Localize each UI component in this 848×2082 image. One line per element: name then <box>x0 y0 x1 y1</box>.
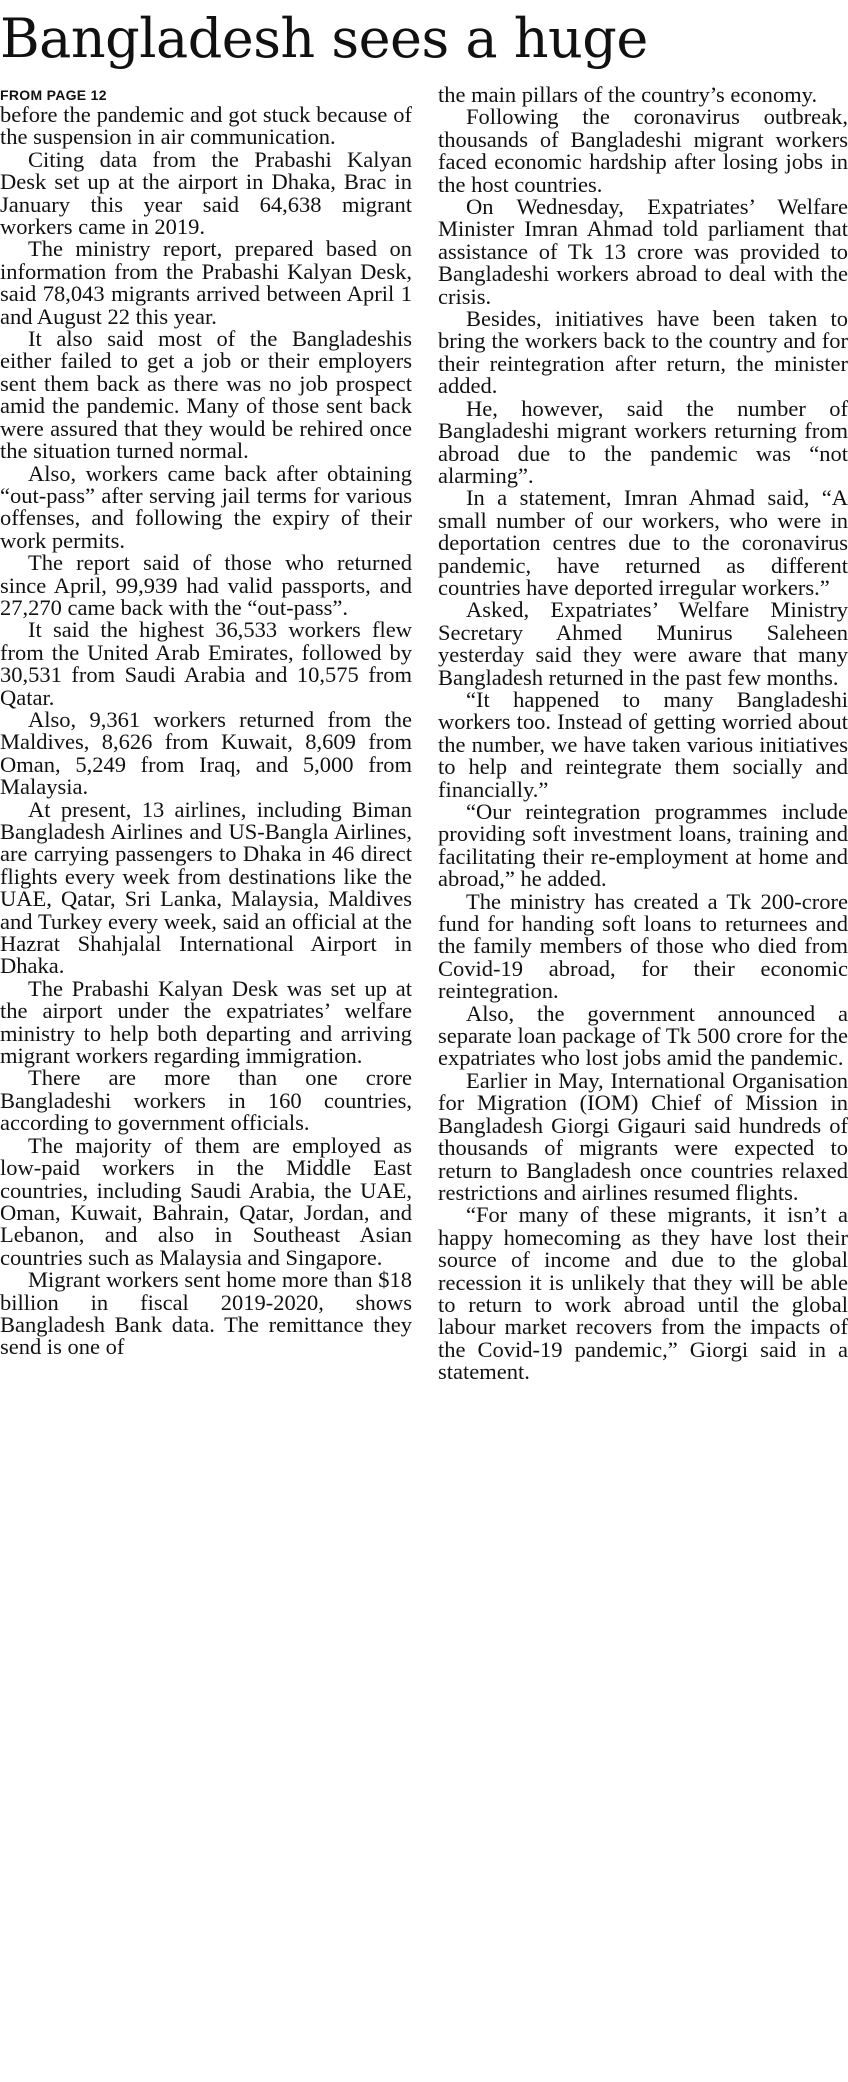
article-column-left <box>0 84 412 1359</box>
article-paragraph: Besides, initiatives have been taken to bring the workers back to the country and for their reintegration after return, the minister added. <box>438 306 848 399</box>
article-column-right <box>438 84 848 1384</box>
article-paragraph: Citing data from the Prabashi Kalyan Desk set up at the airport in Dhaka, Brac in January this year said 64,638 migrant workers came in 2019. <box>0 146 412 240</box>
article-paragraph: the main pillars of the country’s economy. <box>438 82 818 107</box>
article-paragraph: At present, 13 airlines, including Biman Bangladesh Airlines and US-Bangla Airlines, are carrying passengers to Dhaka in 46 direct flights every week from destinations like the UAE, Qatar, Sri Lanka, Malaysia, Maldives and Turkey every week, said an official at the Hazrat Shahjalal International Airport in Dhaka. <box>0 796 412 979</box>
article-paragraph: The ministry report, prepared based on information from the Prabashi Kalyan Desk, said 78,043 migrants arrived between April 1 and August 22 this year. <box>0 236 412 329</box>
article-paragraph: “Our reintegration programmes include providing soft investment loans, training and facilitating their re-employment at home and abroad,” he added. <box>438 799 848 892</box>
article-paragraph: before the pandemic and got stuck because of the suspension in air communication. <box>0 102 412 150</box>
article-paragraph: Also, workers came back after obtaining “out-pass” after serving jail terms for various offenses, and following the expiry of their work permits. <box>0 460 412 553</box>
article-paragraph: Also, 9,361 workers returned from the Maldives, 8,626 from Kuwait, 8,609 from Oman, 5,249 from Iraq, and 5,000 from Malaysia. <box>0 706 412 800</box>
article-paragraph: The Prabashi Kalyan Desk was set up at the airport under the expatriates’ welfare ministry to help both departing and arriving migrant workers regarding immigration. <box>0 975 412 1069</box>
article-paragraph: Asked, Expatriates’ Welfare Ministry Secretary Ahmed Munirus Saleheen yesterday said they were aware that many Bangladesh returned in the past few months. <box>438 597 848 690</box>
headline: Bangladesh sees a huge <box>0 7 648 70</box>
article-paragraph: On Wednesday, Expatriates’ Welfare Minister Imran Ahmad told parliament that assistance of Tk 13 crore was provided to Bangladeshi workers abroad to deal with the crisis. <box>438 194 848 309</box>
article-paragraph: The majority of them are employed as low-paid workers in the Middle East countries, including Saudi Arabia, the UAE, Oman, Kuwait, Bahrain, Qatar, Jordan, and Lebanon, and also in Southeast Asian countries such as Malaysia and Singapore. <box>0 1132 412 1270</box>
article-paragraph: Following the coronavirus outbreak, thousands of Bangladeshi migrant workers faced economic hardship after losing jobs in the host countries. <box>438 104 848 197</box>
article-paragraph: “For many of these migrants, it isn’t a happy homecoming as they have lost their source of income and due to the global recession it is unlikely that they will be able to return to work abroad until the global labour market recovers from the impacts of the Covid-19 pandemic,” Giorgi said in a statement. <box>438 1202 848 1385</box>
article-paragraph: He, however, said the number of Bangladeshi migrant workers returning from abroad due to the pandemic was “not alarming”. <box>438 395 848 488</box>
article-paragraph: In a statement, Imran Ahmad said, “A small number of our workers, who were in deportation centres due to the coronavirus pandemic, have returned as different countries have deported irregular workers.” <box>438 485 848 600</box>
article-paragraph: “It happened to many Bangladeshi workers too. Instead of getting worried about the number, we have taken various initiatives to help and reintegrate them socially and financially.” <box>438 686 848 802</box>
article-paragraph: The ministry has created a Tk 200-crore fund for handing soft loans to returnees and the family members of those who died from Covid-19 abroad, for their economic reintegration. <box>438 888 848 1004</box>
continued-from-label: FROM PAGE 12 <box>0 87 107 103</box>
article-paragraph: There are more than one crore Bangladeshi workers in 160 countries, according to government officials. <box>0 1065 412 1136</box>
article-paragraph: It said the highest 36,533 workers flew from the United Arab Emirates, followed by 30,531 from Saudi Arabia and 10,575 from Qatar. <box>0 617 412 710</box>
article-paragraph: It also said most of the Bangladeshis either failed to get a job or their employers sent them back as there was no job prospect amid the pandemic. Many of those sent back were assured that they would be rehired once the situation turned normal. <box>0 326 412 464</box>
article-paragraph: Earlier in May, International Organisation for Migration (IOM) Chief of Mission in Bangladesh Giorgi Gigauri said hundreds of thousands of migrants were expected to return to Bangladesh once countries relaxed restrictions and airlines resumed flights. <box>438 1067 848 1205</box>
article-paragraph: Also, the government announced a separate loan package of Tk 500 crore for the expatriates who lost jobs amid the pandemic. <box>438 1000 848 1071</box>
article-paragraph: Migrant workers sent home more than $18 billion in fiscal 2019-2020, shows Bangladesh Bank data. The remittance they send is one of <box>0 1267 412 1360</box>
article-paragraph: The report said of those who returned since April, 99,939 had valid passports, and 27,270 came back with the “out-pass”. <box>0 550 412 620</box>
